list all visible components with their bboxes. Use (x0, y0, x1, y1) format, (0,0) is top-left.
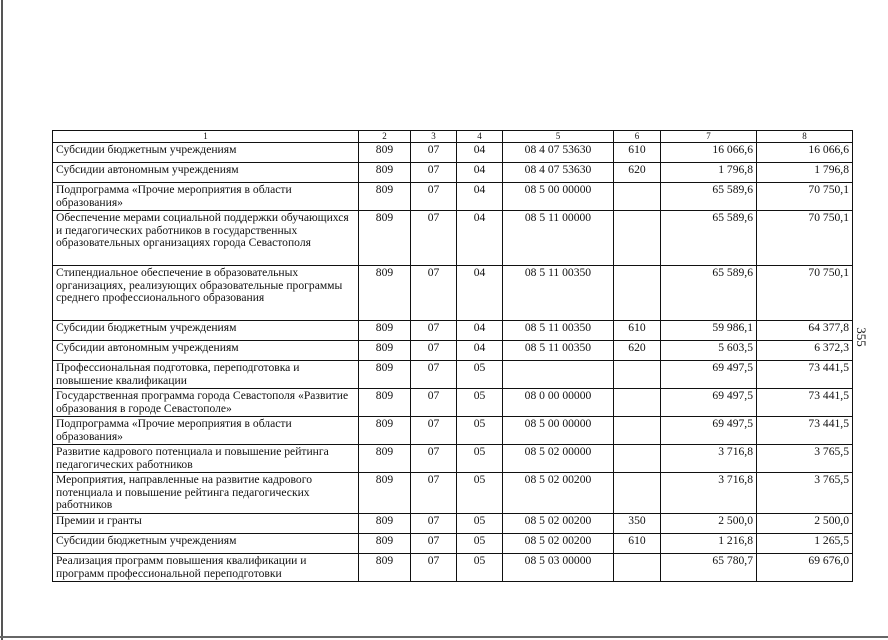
cell-section: 07 (411, 143, 457, 163)
table-row (53, 514, 853, 534)
table-row (53, 445, 853, 473)
cell-section: 07 (411, 183, 457, 211)
table-row (53, 534, 853, 554)
scan-left-edge (1, 0, 3, 640)
cell-expense-type (614, 211, 661, 266)
cell-name: Мероприятия, направленные на развитие кадрового потенциала и повышение рейтинга педагогических работников (53, 473, 359, 514)
cell-name: Обеспечение мерами социальной поддержки обучающихся и педагогических работников в государственных образовательных организациях города Севастополя (53, 211, 359, 266)
cell-target-article: 08 5 02 00200 (503, 514, 614, 534)
cell-expense-type (614, 417, 661, 445)
cell-grbs: 809 (359, 361, 411, 389)
budget-table (52, 130, 853, 582)
cell-amount-year2: 70 750,1 (757, 183, 853, 211)
cell-amount-year1: 16 066,6 (661, 143, 757, 163)
cell-amount-year1: 69 497,5 (661, 417, 757, 445)
cell-amount-year1: 59 986,1 (661, 321, 757, 341)
cell-target-article: 08 5 00 00000 (503, 183, 614, 211)
cell-name: Подпрограмма «Прочие мероприятия в области образования» (53, 183, 359, 211)
table-row (53, 321, 853, 341)
header-cell: 7 (661, 131, 757, 143)
cell-name: Субсидии бюджетным учреждениям (53, 321, 359, 341)
cell-grbs: 809 (359, 473, 411, 514)
table-row (53, 361, 853, 389)
cell-grbs: 809 (359, 445, 411, 473)
cell-target-article (503, 361, 614, 389)
cell-name: Государственная программа города Севастополя «Развитие образования в городе Севастополе» (53, 389, 359, 417)
cell-name: Реализация программ повышения квалификации и программ профессиональной переподготовки (53, 554, 359, 582)
cell-subsection: 05 (457, 554, 503, 582)
cell-target-article: 08 5 02 00200 (503, 473, 614, 514)
cell-amount-year2: 6 372,3 (757, 341, 853, 361)
cell-section: 07 (411, 163, 457, 183)
cell-expense-type (614, 445, 661, 473)
cell-grbs: 809 (359, 417, 411, 445)
cell-amount-year1: 3 716,8 (661, 445, 757, 473)
header-cell: 1 (53, 131, 359, 143)
cell-subsection: 05 (457, 417, 503, 445)
cell-target-article: 08 5 11 00350 (503, 266, 614, 321)
cell-grbs: 809 (359, 163, 411, 183)
cell-expense-type: 610 (614, 321, 661, 341)
cell-section: 07 (411, 211, 457, 266)
table-row (53, 341, 853, 361)
cell-amount-year1: 65 589,6 (661, 266, 757, 321)
cell-subsection: 05 (457, 534, 503, 554)
cell-name: Профессиональная подготовка, переподготовка и повышение квалификации (53, 361, 359, 389)
cell-amount-year2: 3 765,5 (757, 473, 853, 514)
cell-grbs: 809 (359, 554, 411, 582)
cell-name: Субсидии автономным учреждениям (53, 163, 359, 183)
scan-bottom-edge (0, 636, 888, 638)
cell-grbs: 809 (359, 341, 411, 361)
cell-amount-year1: 1 216,8 (661, 534, 757, 554)
cell-subsection: 04 (457, 143, 503, 163)
header-cell: 5 (503, 131, 614, 143)
cell-subsection: 05 (457, 361, 503, 389)
cell-target-article: 08 4 07 53630 (503, 163, 614, 183)
cell-subsection: 04 (457, 341, 503, 361)
cell-target-article: 08 5 02 00000 (503, 445, 614, 473)
cell-amount-year2: 70 750,1 (757, 266, 853, 321)
cell-amount-year2: 70 750,1 (757, 211, 853, 266)
cell-name: Стипендиальное обеспечение в образовательных организациях, реализующих образовательные программы среднего профессионального образования (53, 266, 359, 321)
cell-target-article: 08 0 00 00000 (503, 389, 614, 417)
cell-subsection: 05 (457, 473, 503, 514)
cell-target-article: 08 4 07 53630 (503, 143, 614, 163)
cell-subsection: 04 (457, 321, 503, 341)
cell-amount-year1: 5 603,5 (661, 341, 757, 361)
cell-name: Субсидии бюджетным учреждениям (53, 534, 359, 554)
cell-grbs: 809 (359, 534, 411, 554)
cell-amount-year2: 3 765,5 (757, 445, 853, 473)
cell-amount-year1: 1 796,8 (661, 163, 757, 183)
table-row (53, 417, 853, 445)
cell-name: Субсидии бюджетным учреждениям (53, 143, 359, 163)
cell-amount-year1: 69 497,5 (661, 361, 757, 389)
cell-expense-type (614, 554, 661, 582)
cell-section: 07 (411, 266, 457, 321)
table-row (53, 266, 853, 321)
cell-amount-year2: 73 441,5 (757, 417, 853, 445)
cell-amount-year1: 65 589,6 (661, 183, 757, 211)
cell-expense-type (614, 361, 661, 389)
header-cell: 8 (757, 131, 853, 143)
cell-target-article: 08 5 11 00350 (503, 321, 614, 341)
cell-subsection: 04 (457, 211, 503, 266)
cell-expense-type: 350 (614, 514, 661, 534)
cell-section: 07 (411, 554, 457, 582)
cell-grbs: 809 (359, 514, 411, 534)
cell-section: 07 (411, 417, 457, 445)
cell-target-article: 08 5 11 00350 (503, 341, 614, 361)
cell-grbs: 809 (359, 321, 411, 341)
cell-amount-year1: 2 500,0 (661, 514, 757, 534)
cell-amount-year2: 2 500,0 (757, 514, 853, 534)
cell-target-article: 08 5 02 00200 (503, 534, 614, 554)
cell-grbs: 809 (359, 183, 411, 211)
cell-section: 07 (411, 389, 457, 417)
cell-grbs: 809 (359, 266, 411, 321)
cell-expense-type: 610 (614, 534, 661, 554)
cell-subsection: 04 (457, 163, 503, 183)
header-cell: 6 (614, 131, 661, 143)
cell-expense-type: 620 (614, 341, 661, 361)
table-row (53, 473, 853, 514)
cell-amount-year2: 1 265,5 (757, 534, 853, 554)
cell-grbs: 809 (359, 211, 411, 266)
cell-section: 07 (411, 341, 457, 361)
cell-expense-type (614, 266, 661, 321)
cell-section: 07 (411, 514, 457, 534)
cell-expense-type (614, 183, 661, 211)
cell-section: 07 (411, 473, 457, 514)
cell-amount-year2: 16 066,6 (757, 143, 853, 163)
cell-amount-year2: 73 441,5 (757, 361, 853, 389)
cell-section: 07 (411, 534, 457, 554)
table-row (53, 554, 853, 582)
cell-amount-year1: 65 780,7 (661, 554, 757, 582)
cell-name: Развитие кадрового потенциала и повышение рейтинга педагогических работников (53, 445, 359, 473)
cell-target-article: 08 5 03 00000 (503, 554, 614, 582)
header-cell: 2 (359, 131, 411, 143)
cell-amount-year1: 3 716,8 (661, 473, 757, 514)
cell-section: 07 (411, 361, 457, 389)
cell-subsection: 04 (457, 266, 503, 321)
cell-expense-type (614, 473, 661, 514)
header-cell: 3 (411, 131, 457, 143)
cell-expense-type (614, 389, 661, 417)
cell-section: 07 (411, 445, 457, 473)
cell-name: Премии и гранты (53, 514, 359, 534)
cell-subsection: 04 (457, 183, 503, 211)
table-row (53, 163, 853, 183)
cell-amount-year2: 64 377,8 (757, 321, 853, 341)
page-number: 355 (854, 327, 869, 347)
cell-subsection: 05 (457, 389, 503, 417)
cell-name: Субсидии автономным учреждениям (53, 341, 359, 361)
cell-amount-year2: 69 676,0 (757, 554, 853, 582)
table-row (53, 183, 853, 211)
header-row (53, 131, 853, 143)
cell-expense-type: 620 (614, 163, 661, 183)
cell-grbs: 809 (359, 389, 411, 417)
cell-amount-year2: 73 441,5 (757, 389, 853, 417)
cell-target-article: 08 5 00 00000 (503, 417, 614, 445)
table-row (53, 143, 853, 163)
table-row (53, 211, 853, 266)
cell-target-article: 08 5 11 00000 (503, 211, 614, 266)
table-row (53, 389, 853, 417)
cell-subsection: 05 (457, 514, 503, 534)
cell-amount-year2: 1 796,8 (757, 163, 853, 183)
cell-amount-year1: 65 589,6 (661, 211, 757, 266)
cell-section: 07 (411, 321, 457, 341)
cell-grbs: 809 (359, 143, 411, 163)
cell-expense-type: 610 (614, 143, 661, 163)
cell-name: Подпрограмма «Прочие мероприятия в области образования» (53, 417, 359, 445)
header-cell: 4 (457, 131, 503, 143)
cell-subsection: 05 (457, 445, 503, 473)
cell-amount-year1: 69 497,5 (661, 389, 757, 417)
